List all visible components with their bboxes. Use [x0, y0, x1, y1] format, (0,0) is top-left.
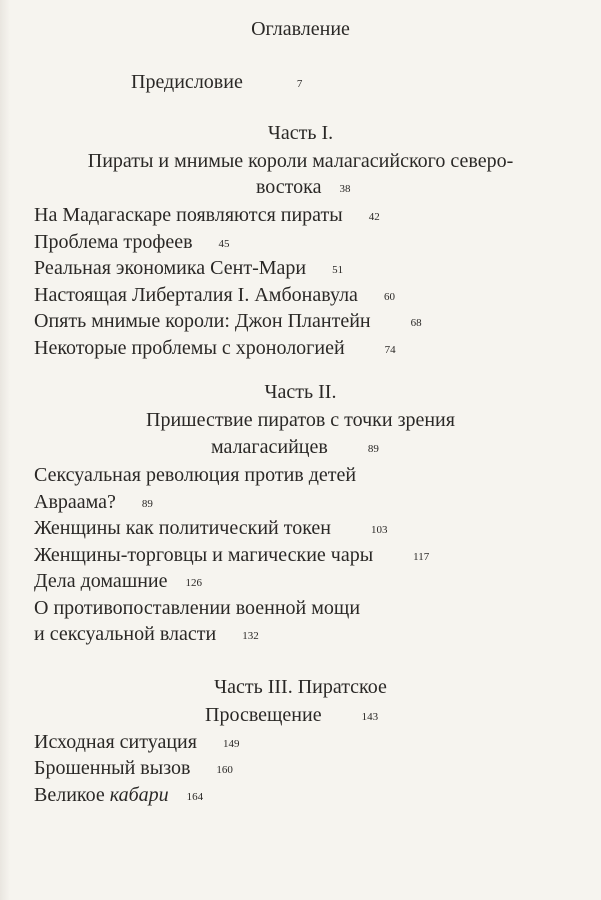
entry-page: 74	[384, 344, 396, 356]
entry-label: На Мадагаскаре появляются пираты	[34, 204, 343, 226]
entry-page: 89	[367, 443, 379, 455]
entry-label-line1: Сексуальная революция против детей	[34, 464, 357, 486]
toc-entry	[34, 309, 422, 335]
part3-title-line2	[205, 703, 378, 729]
entry-page: 7	[296, 78, 303, 90]
toc-entry-continuation	[34, 490, 153, 516]
entry-label-line1: О противопоставлении военной мощи	[34, 597, 361, 619]
toc-entry	[34, 230, 230, 256]
entry-page: 103	[371, 524, 388, 536]
toc-entry	[34, 783, 203, 809]
part2-title-line2	[211, 435, 379, 461]
part-title-text: востока	[256, 176, 322, 198]
entry-page: 164	[186, 791, 204, 803]
toc-entry	[34, 730, 239, 756]
entry-label: Женщины-торговцы и магические чары	[34, 544, 374, 566]
entry-page: 89	[141, 498, 153, 510]
toc-entry	[34, 516, 388, 542]
toc-entry	[34, 596, 360, 620]
toc-entry	[34, 756, 233, 782]
part-title-text: Просвещение	[205, 704, 322, 726]
toc-entry	[34, 336, 396, 362]
entry-label-line2: Авраама?	[34, 491, 116, 513]
entry-page: 126	[185, 577, 202, 589]
entry-label: Некоторые проблемы с хронологией	[34, 337, 345, 359]
entry-page: 149	[222, 738, 240, 750]
toc-entry	[34, 463, 356, 487]
toc-title: Оглавление	[251, 18, 350, 40]
part1-title-line1: Пираты и мнимые короли малагасийского северо-	[87, 150, 514, 172]
entry-page: 42	[368, 211, 380, 223]
part2-title-line1: Пришествие пиратов с точки зрения	[146, 409, 455, 431]
toc-entry-preface	[131, 70, 302, 96]
entry-label: Исходная ситуация	[34, 731, 197, 753]
entry-page: 38	[339, 183, 351, 195]
entry-label: Реальная экономика Сент-Мари	[34, 257, 307, 279]
toc-entry	[34, 283, 395, 309]
entry-label-plain: Великое	[34, 784, 110, 806]
part1-heading: Часть I.	[267, 122, 334, 144]
entry-page: 60	[383, 291, 395, 303]
entry-label: Предисловие	[131, 71, 243, 93]
toc-entry	[34, 543, 429, 569]
entry-label: Опять мнимые короли: Джон Плантейн	[34, 310, 371, 332]
entry-label-italic: кабари	[109, 784, 169, 806]
toc-entry	[34, 569, 202, 595]
entry-page: 117	[413, 551, 430, 563]
entry-page: 132	[242, 630, 259, 642]
entry-label: Женщины как политический токен	[34, 517, 332, 539]
entry-label: Настоящая Либерталия I. Амбонавула	[34, 284, 358, 306]
entry-label-line2: и сексуальной власти	[34, 623, 217, 645]
entry-label: Брошенный вызов	[34, 757, 191, 779]
part2-heading: Часть II.	[264, 381, 337, 403]
toc-entry	[34, 256, 343, 282]
entry-page: 51	[332, 264, 344, 276]
part-title-text: малагасийцев	[211, 436, 328, 458]
entry-page: 68	[410, 317, 422, 329]
entry-page: 45	[218, 238, 230, 250]
part1-title-line2	[256, 175, 350, 201]
entry-page: 143	[361, 711, 379, 723]
entry-label: Проблема трофеев	[34, 231, 193, 253]
entry-label: Дела домашние	[34, 570, 168, 592]
entry-page: 160	[216, 764, 233, 776]
toc-entry-continuation	[34, 622, 259, 648]
toc-entry	[34, 203, 380, 229]
part3-title-line1: Часть III. Пиратское	[214, 676, 387, 698]
